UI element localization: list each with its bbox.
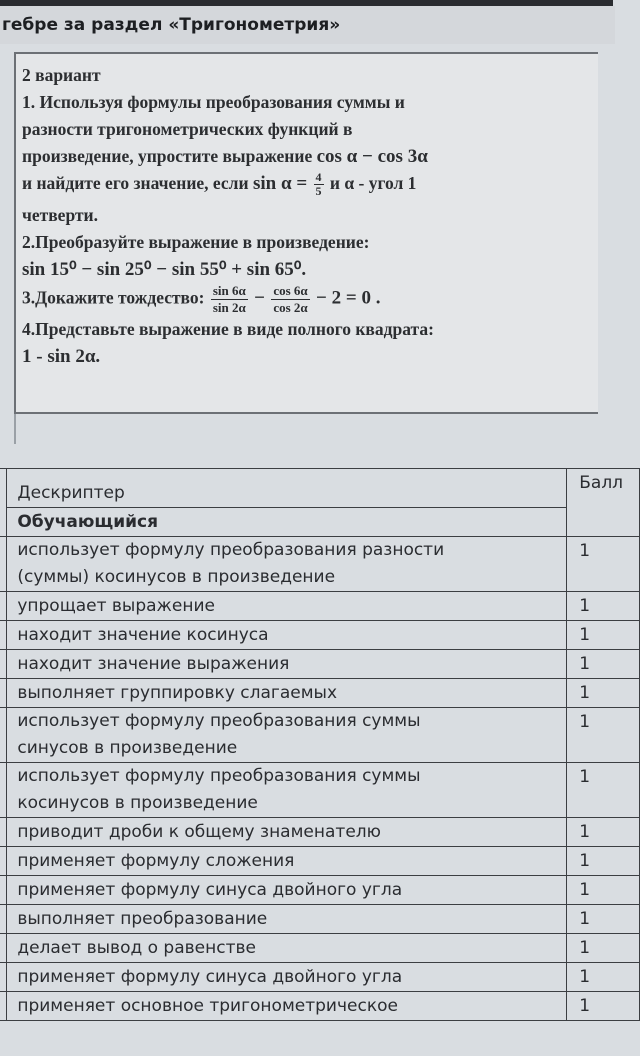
table-row: применяет формулу синуса двойного угла 1 — [0, 876, 640, 905]
q4-expression: 1 - sin 2α. — [22, 346, 101, 368]
col-points: Балл — [567, 469, 640, 537]
subheader: Обучающийся — [7, 508, 567, 537]
table-row: использует формулу преобразования разности (суммы) косинусов в произведение 1 — [0, 537, 640, 592]
q1-expression: cos α − cos 3α — [316, 146, 428, 167]
q2-line1: 2.Преобразуйте выражение в произведение: — [22, 232, 370, 253]
table-row: выполняет преобразование 1 — [0, 905, 640, 934]
variant-label: 2 вариант — [22, 65, 101, 85]
table-row: упрощает выражение 1 — [0, 592, 640, 621]
q3-line: 3.Докажите тождество: $\frac{\sin 6\alpha}{\sin 2\alpha}$ − $\frac{\cos 6\alpha}{\cos 2\alpha}$ − 2 = 0 . — [22, 283, 381, 316]
table-row: приводит дроби к общему знаменателю 1 — [0, 818, 640, 847]
q4-line1: 4.Представьте выражение в виде полного квадрата: — [22, 319, 434, 340]
q1-line3: произведение, упростите выражение cos α − cos 3α — [22, 146, 428, 167]
table-row: делает вывод о равенстве 1 — [0, 934, 640, 963]
page-header — [0, 6, 615, 44]
q1-fraction: $\frac{4}{5}$ — [315, 170, 322, 199]
q3-fraction-2: $\frac{\cos 6\alpha}{\cos 2\alpha}$ — [273, 283, 308, 316]
table-row: находит значение выражения 1 — [0, 650, 640, 679]
table-row: использует формулу преобразования суммы синусов в произведение 1 — [0, 708, 640, 763]
table-row: применяет формулу синуса двойного угла 1 — [0, 963, 640, 992]
task-content — [22, 62, 602, 370]
table-row: выполняет группировку слагаемых 1 — [0, 679, 640, 708]
table-row: находит значение косинуса 1 — [0, 621, 640, 650]
q1-line4: и найдите его значение, если sin α = $\frac{4}{5}$ и α - угол 1 — [22, 170, 417, 199]
q1-line1: 1. Используя формулы преобразования суммы и — [22, 92, 405, 112]
q1-line2: разности тригонометрических функций в — [22, 119, 353, 139]
table-header-row — [0, 469, 640, 508]
q1-line5: четверти. — [22, 205, 99, 226]
table-row: использует формулу преобразования суммы косинусов в произведение 1 — [0, 763, 640, 818]
q3-fraction-1: $\frac{\sin 6\alpha}{\sin 2\alpha}$ — [212, 283, 246, 316]
q2-expression: sin 15⁰ − sin 25⁰ − sin 55⁰ + sin 65⁰. — [22, 259, 307, 281]
descriptor-table — [0, 468, 640, 1021]
table-subheader-row — [0, 508, 640, 537]
header-title: гебре за раздел «Тригонометрия» — [2, 15, 341, 35]
col-descriptor: Дескриптер — [7, 469, 567, 508]
table-row: применяет формулу сложения 1 — [0, 847, 640, 876]
box-edge — [14, 414, 16, 444]
table-row: применяет основное тригонометрическое 1 — [0, 992, 640, 1021]
